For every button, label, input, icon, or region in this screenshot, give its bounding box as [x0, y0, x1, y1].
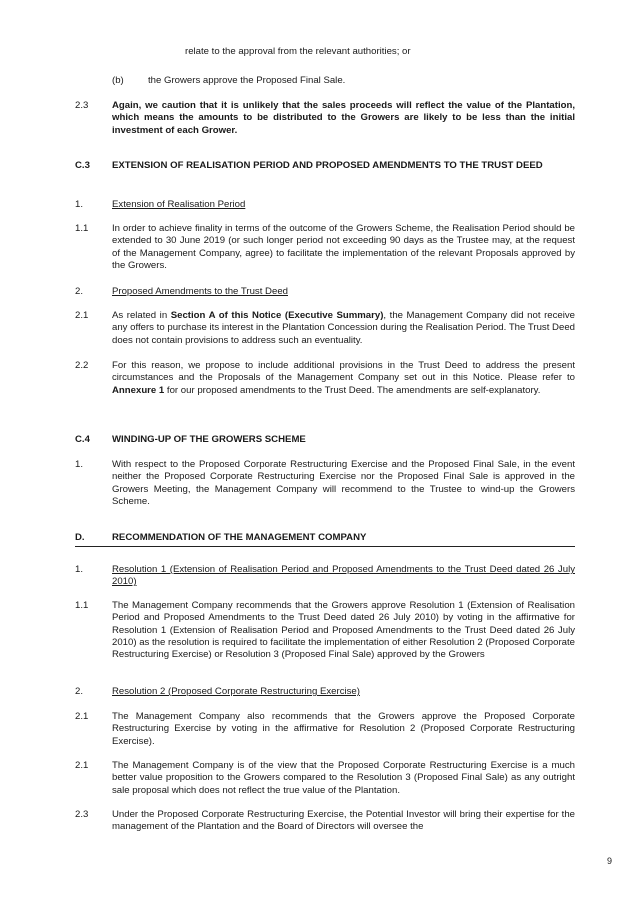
subsection-2-title: Proposed Amendments to the Trust Deed: [112, 286, 288, 297]
subsection-1-title: Extension of Realisation Period: [112, 199, 246, 210]
para-2-1-text: As related in Section A of this Notice (Executive Summary), the Management Company did not receive any offers to purchase its interest in the Plantation Concession during the Realisation Period. The Trust Deed does not contain provisions to address such an eventuality.: [112, 310, 575, 346]
para-2-3-number: 2.3: [75, 100, 89, 111]
section-d-rule: [75, 546, 575, 547]
item-b-label: (b): [112, 75, 124, 86]
para-1-1-number: 1.1: [75, 223, 89, 234]
section-d-number: D.: [75, 532, 85, 543]
section-d-title: RECOMMENDATION OF THE MANAGEMENT COMPANY: [112, 532, 367, 543]
subsection-2-number: 2.: [75, 286, 84, 297]
section-c3-number: C.3: [75, 160, 90, 171]
section-c4-number: C.4: [75, 434, 90, 445]
item-b-text: the Growers approve the Proposed Final Sale.: [148, 75, 346, 86]
recommendation-2-title: Resolution 2 (Proposed Corporate Restructuring Exercise): [112, 686, 360, 697]
para-2-1-number: 2.1: [75, 310, 89, 321]
para-d1-1-text: The Management Company recommends that the Growers approve Resolution 1 (Extension of Realisation Period and Proposed Amendments to the Trust Deed dated 26 July 2010) by voting in the affirmative for Resolution 1 (Extension of Realisation Period and Proposed Amendments to the Trust Deed dated 26 July 2010) as the resolution is required to facilitate the implementation of either Resolution 2 (Proposed Corporate Restructuring Exercise) or Resolution 3 (Proposed Final Sale) approved by the Growers: [112, 600, 575, 661]
para-2-2-number: 2.2: [75, 360, 89, 371]
para-d1-1-number: 1.1: [75, 600, 89, 611]
para-d2-1-text: The Management Company also recommends that the Growers approve the Proposed Corporate Restructuring Exercise by voting in the affirmative for Resolution 2 (Proposed Corporate Restructuring Exercise).: [112, 711, 575, 747]
para-2-2-text: For this reason, we propose to include additional provisions in the Trust Deed to address the present circumstances and the Proposals of the Management Company set out in this Notice. Please refer to Annexure 1 for our proposed amendments to the Trust Deed. The amendments are self-explanatory.: [112, 360, 575, 396]
para-c4-1-text: With respect to the Proposed Corporate Restructuring Exercise and the Proposed Final Sale, in the event neither the Proposed Corporate Restructuring Exercise nor the Proposed Final Sale is approved in the Growers Meeting, the Management Company will recommend to the Trustee to wind-up the Growers Scheme.: [112, 459, 575, 507]
section-c3-title: EXTENSION OF REALISATION PERIOD AND PROPOSED AMENDMENTS TO THE TRUST DEED: [112, 160, 543, 171]
para-2-3-text: Again, we caution that it is unlikely that the sales proceeds will reflect the value of the Plantation, which means the amounts to be distributed to the Growers are likely to be less than the initial investment of each Grower.: [112, 100, 575, 136]
section-c4-title: WINDING-UP OF THE GROWERS SCHEME: [112, 434, 306, 445]
recommendation-1-number: 1.: [75, 564, 84, 575]
recommendation-2-number: 2.: [75, 686, 84, 697]
subsection-1-number: 1.: [75, 199, 84, 210]
continuation-line: relate to the approval from the relevant authorities; or: [185, 46, 411, 57]
page-number: 9: [606, 856, 612, 866]
para-c4-1-number: 1.: [75, 459, 84, 470]
para-d2-3-text: Under the Proposed Corporate Restructuring Exercise, the Potential Investor will bring their expertise for the management of the Plantation and the Board of Directors will oversee the: [112, 809, 575, 833]
para-d2-1b-text: The Management Company is of the view that the Proposed Corporate Restructuring Exercise is a much better value proposition to the Growers compared to the Resolution 3 (Proposed Final Sale) as any outright sale proposal which does not reflect the true value of the Plantation.: [112, 760, 575, 796]
recommendation-1-title: Resolution 1 (Extension of Realisation Period and Proposed Amendments to the Trust Deed dated 26 July 2010): [112, 564, 575, 588]
para-d2-3-number: 2.3: [75, 809, 89, 820]
para-d2-1-number: 2.1: [75, 711, 89, 722]
para-d2-1b-number: 2.1: [75, 760, 89, 771]
para-1-1-text: In order to achieve finality in terms of the outcome of the Growers Scheme, the Realisation Period should be extended to 30 June 2019 (or such longer period not exceeding 90 days as the Trustee may, at the request of the Management Company, agree) to facilitate the implementation of the relevant Proposals approved by the Growers.: [112, 223, 575, 271]
